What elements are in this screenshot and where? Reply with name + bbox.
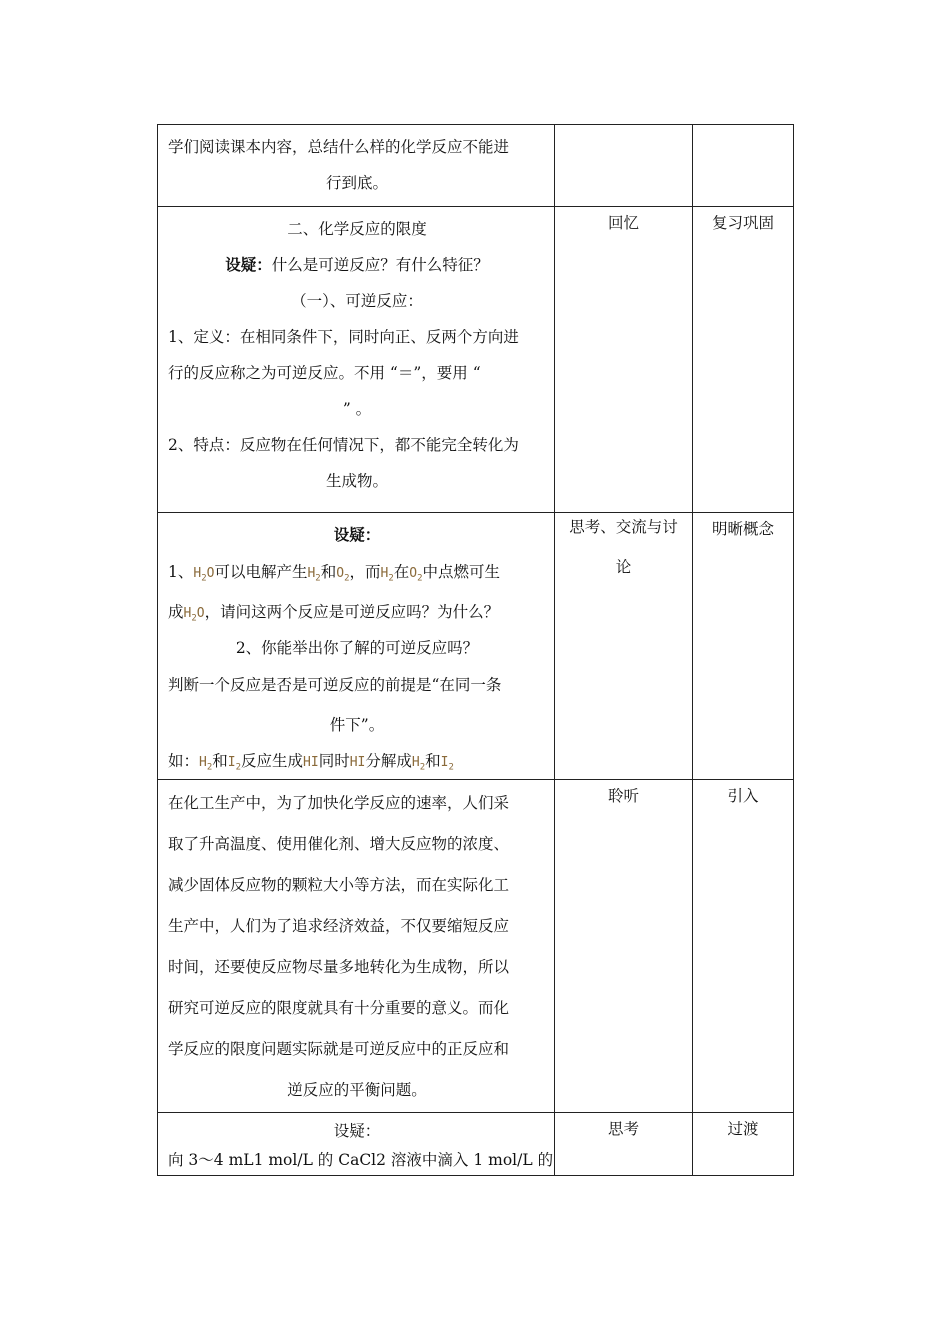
example-line: 如：$H_2$和$I_2$反应生成HI同时HI分解成$H_2$和$I_2$ <box>168 752 454 773</box>
question-label: 设疑： <box>333 525 381 544</box>
formula-hi: HI <box>303 755 319 770</box>
text-line: 行的反应称之为可逆反应。不用 “＝”，要用 “ <box>168 364 481 382</box>
text-line: 向 3～4 mL1 mol/L 的 CaCl2 溶液中滴入 1 mol/L 的 <box>168 1151 554 1169</box>
question-label: 设疑： <box>225 255 272 274</box>
text-line: 在化工生产中，为了加快化学反应的速率，人们采 <box>168 794 510 812</box>
purpose-cell: 过渡 <box>693 1113 794 1176</box>
formula-h2: $H_2$ <box>380 566 394 584</box>
formula-i2: $I_2$ <box>440 755 454 773</box>
text-line: 学们阅读课本内容，总结什么样的化学反应不能进 <box>168 138 510 156</box>
text-line: 件下”。 <box>329 716 385 734</box>
question-text: 什么是可逆反应？有什么特征？ <box>271 256 489 274</box>
activity-cell: 聆听 <box>555 780 693 1113</box>
formula-o2: $O_2$ <box>409 566 423 584</box>
text-line: 生产中，人们为了追求经济效益，不仅要缩短反应 <box>168 917 510 935</box>
text-line: 取了升高温度、使用催化剂、增大反应物的浓度、 <box>168 835 510 853</box>
activity-cell: 思考 <box>555 1113 693 1176</box>
text-line: 学反应的限度问题实际就是可逆反应中的正反应和 <box>168 1040 510 1058</box>
formula-hi: HI <box>349 755 366 770</box>
purpose-cell: 复习巩固 <box>693 207 794 513</box>
content-cell <box>158 513 555 780</box>
formula-h2o: $H_2O$ <box>183 606 205 624</box>
formula-i2: $I_2$ <box>227 755 242 773</box>
subheading: （一）、可逆反应： <box>291 292 423 310</box>
formula-o2: $O_2$ <box>336 566 350 584</box>
activity-cell <box>555 513 693 780</box>
text-line: 论 <box>615 558 632 576</box>
question-1-line: 成$H_2O$，请问这两个反应是可逆反应吗？为什么？ <box>168 603 500 624</box>
content-cell <box>158 125 555 207</box>
text-line: 时间，还要使反应物尽量多地转化为生成物，所以 <box>168 958 510 976</box>
text-line: 减少固体反应物的颗粒大小等方法，而在实际化工 <box>168 876 510 894</box>
text-line: 行到底。 <box>325 174 388 192</box>
purpose-cell <box>693 125 794 207</box>
table-row <box>158 125 794 207</box>
text-line: 1、定义：在相同条件下，同时向正、反两个方向进 <box>168 328 519 346</box>
table-row <box>158 513 794 780</box>
purpose-cell: 引入 <box>693 780 794 1113</box>
table-row <box>158 207 794 513</box>
question-1-line: 1、$H_2O$可以电解产生$H_2$和$O_2$，而$H_2$在$O_2$中点燃可生 <box>168 563 501 584</box>
formula-h2: $H_2$ <box>307 566 321 584</box>
formula-h2: $H_2$ <box>199 755 213 773</box>
text-line: 思考、交流与讨 <box>569 518 678 536</box>
question-2-line: 2、你能举出你了解的可逆反应吗？ <box>235 639 479 657</box>
activity-cell <box>555 125 693 207</box>
activity-cell: 回忆 <box>555 207 693 513</box>
content-cell <box>158 1113 555 1176</box>
lesson-plan-table <box>157 124 794 1176</box>
text-line: ” 。 <box>342 400 372 418</box>
content-cell <box>158 207 555 513</box>
text-line: 逆反应的平衡问题。 <box>287 1081 427 1099</box>
table-row <box>158 1113 794 1176</box>
formula-h2: $H_2$ <box>411 755 426 773</box>
text-line: 判断一个反应是否是可逆反应的前提是“在同一条 <box>168 676 502 694</box>
text-line: 2、特点：反应物在任何情况下，都不能完全转化为 <box>168 436 519 454</box>
question-label: 设疑： <box>333 1122 381 1140</box>
text-line: 生成物。 <box>325 472 388 490</box>
purpose-cell: 明晰概念 <box>693 513 794 780</box>
table-row <box>158 780 794 1113</box>
question-line <box>168 247 546 283</box>
section-heading: 二、化学反应的限度 <box>287 220 427 238</box>
formula-h2o: $H_2O$ <box>193 566 215 584</box>
text-line: 研究可逆反应的限度就具有十分重要的意义。而化 <box>168 999 510 1017</box>
content-cell <box>158 780 555 1113</box>
